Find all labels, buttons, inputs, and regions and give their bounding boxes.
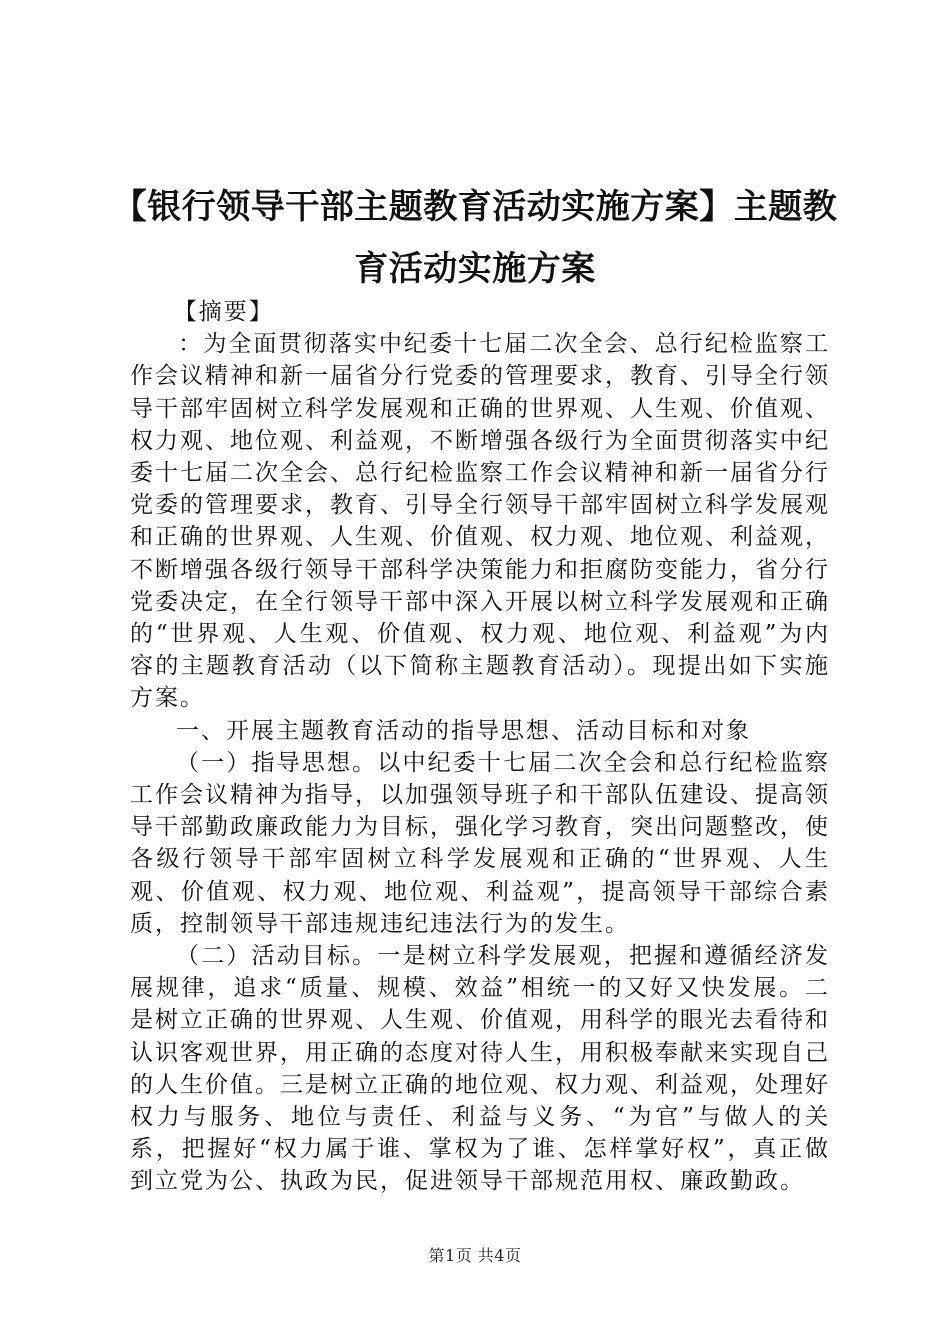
document-body bbox=[130, 296, 830, 1198]
activity-goal-paragraph: （二）活动目标。一是树立科学发展观，把握和遵循经济发展规律，追求“质量、规模、效益”相统一的又好又快发展。二是树立正确的世界观、人生观、价值观，用科学的眼光去看待和认识客观世界，用正确的态度对待人生，用积极奉献来实现自己的人生价值。三是树立正确的地位观、权力观、利益观，处理好权力与服务、地位与责任、利益与义务、“为官”与做人的关系，把握好“权力属于谁、掌权为了谁、怎样掌好权”，真正做到立党为公、执政为民，促进领导干部规范用权、廉政勤政。 bbox=[130, 943, 830, 1195]
abstract-paragraph: ：为全面贯彻落实中纪委十七届二次全会、总行纪检监察工作会议精神和新一届省分行党委的管理要求，教育、引导全行领导干部牢固树立科学发展观和正确的世界观、人生观、价值观、权力观、地位观、利益观，不断增强各级行为全面贯彻落实中纪委十七届二次全会、总行纪检监察工作会议精神和新一届省分行党委的管理要求，教育、引导全行领导干部牢固树立科学发展观和正确的世界观、人生观、价值观、权力观、地位观、利益观，不断增强各级行领导干部科学决策能力和拒腐防变能力，省分行党委决定，在全行领导干部中深入开展以树立科学发展观和正确的“世界观、人生观、价值观、权力观、地位观、利益观”为内容的主题教育活动（以下简称主题教育活动）。现提出如下实施方案。 bbox=[130, 331, 830, 712]
abstract-label: 【摘要】 bbox=[173, 299, 274, 325]
guiding-thought-paragraph: （一）指导思想。以中纪委十七届二次全会和总行纪检监察工作会议精神为指导，以加强领导班子和干部队伍建设、提高领导干部勤政廉政能力为目标，强化学习教育，突出问题整改，使各级行领导干部牢固树立科学发展观和正确的“世界观、人生观、价值观、权力观、地位观、利益观”，提高领导干部综合素质，控制领导干部违规违纪违法行为的发生。 bbox=[130, 749, 830, 937]
document-title: 【银行领导干部主题教育活动实施方案】主题教育活动实施方案 bbox=[112, 187, 838, 289]
section-heading: 一、开展主题教育活动的指导思想、活动目标和对象 bbox=[176, 717, 751, 744]
page-footer: 第1页 共4页 bbox=[428, 1246, 522, 1265]
